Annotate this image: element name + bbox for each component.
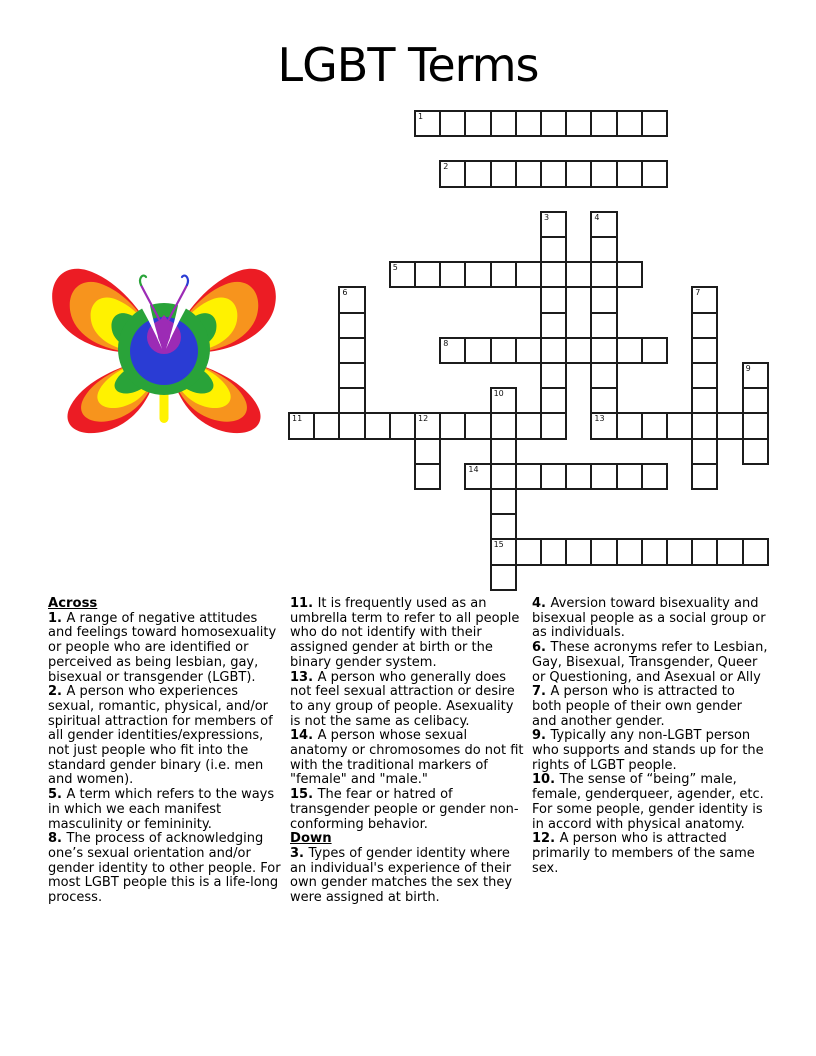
clue-item-12: 12. A person who is attracted primarily to members of the same sex.: [532, 831, 755, 876]
grid-cell: [641, 412, 668, 439]
grid-cell: [414, 438, 441, 465]
cell-number: 10: [493, 389, 504, 399]
clue-number: 6.: [532, 640, 551, 656]
clue-number: 9.: [532, 728, 551, 744]
grid-cell: [414, 463, 441, 490]
cell-number: 6: [342, 288, 348, 298]
crossword-grid: [289, 111, 770, 592]
grid-cell: [742, 438, 769, 465]
grid-cell: [742, 538, 769, 565]
grid-cell: [565, 463, 592, 490]
clue-item-10: 10. The sense of “being” male, female, genderqueer, agender, etc. For some people, gender identity is in accord with physical anatomy.: [532, 772, 764, 832]
grid-cell: [515, 110, 542, 137]
cell-number: 8: [443, 338, 449, 348]
grid-cell: [540, 538, 567, 565]
grid-cell: [490, 513, 517, 540]
grid-cell: [540, 160, 567, 187]
grid-cell: [490, 438, 517, 465]
grid-cell: [691, 538, 718, 565]
grid-cell: [515, 538, 542, 565]
grid-cell: [590, 110, 617, 137]
grid-cell: [616, 110, 643, 137]
grid-cell: [540, 312, 567, 339]
grid-cell: [565, 160, 592, 187]
cell-number: 5: [392, 263, 398, 273]
grid-cell: [641, 110, 668, 137]
cell-number: 13: [594, 414, 605, 424]
grid-cell: [338, 387, 365, 414]
grid-cell: [691, 362, 718, 389]
grid-cell: [590, 312, 617, 339]
grid-cell: [288, 412, 315, 439]
clue-item-2: 2. A person who experiences sexual, romantic, physical, and/or spiritual attraction for members of all gender identities/expressions, not just people who fit into the standard gender binary (i.e. men and women).: [48, 684, 273, 788]
cell-number: 1: [418, 112, 424, 121]
clue-number: 12.: [532, 831, 560, 847]
clue-number: 14.: [290, 728, 318, 744]
grid-cell: [490, 337, 517, 364]
grid-cell: [616, 337, 643, 364]
grid-cell: [666, 538, 693, 565]
clue-number: 1.: [48, 610, 67, 626]
grid-cell: [590, 286, 617, 313]
grid-cell: [590, 261, 617, 288]
clues-heading-across: Across: [48, 596, 98, 611]
grid-cell: [540, 463, 567, 490]
grid-cell: [641, 463, 668, 490]
grid-cell: [490, 412, 517, 439]
page-title: LGBT Terms: [277, 38, 539, 92]
grid-cell: [515, 412, 542, 439]
grid-cell: [540, 412, 567, 439]
grid-cell: [439, 110, 466, 137]
clue-number: 5.: [48, 787, 67, 803]
cell-number: 2: [443, 162, 449, 172]
grid-cell: [540, 236, 567, 263]
grid-cell: [515, 160, 542, 187]
grid-cell: [464, 261, 491, 288]
clue-item-11: 11. It is frequently used as an umbrella term to refer to all people who do not identify with their assigned gender at birth or the binary gender system.: [290, 596, 520, 670]
cell-number: 3: [544, 212, 550, 222]
clue-item-14: 14. A person whose sexual anatomy or chromosomes do not fit with the traditional markers of "female" and "male.": [290, 728, 524, 788]
grid-cell: [414, 261, 441, 288]
clue-item-9: 9. Typically any non-LGBT person who supports and stands up for the rights of LGBT people.: [532, 728, 764, 773]
grid-cell: [616, 463, 643, 490]
cell-number: 4: [594, 212, 600, 222]
grid-cell: [590, 463, 617, 490]
clue-number: 8.: [48, 831, 67, 847]
cell-number: 11: [292, 414, 303, 424]
grid-cell: [439, 412, 466, 439]
grid-cell: [490, 110, 517, 137]
clue-number: 3.: [290, 845, 309, 861]
cell-number: 14: [468, 464, 479, 474]
grid-cell: [490, 160, 517, 187]
cell-number: 12: [418, 414, 429, 424]
rainbow-butterfly-image: [44, 261, 284, 437]
grid-cell: [565, 337, 592, 364]
grid-cell: [540, 261, 567, 288]
grid-cell: [641, 337, 668, 364]
grid-cell: [389, 412, 416, 439]
grid-cell: [464, 110, 491, 137]
grid-cell: [490, 564, 517, 591]
grid-cell: [338, 312, 365, 339]
clue-number: 2.: [48, 684, 67, 700]
grid-cell: [616, 160, 643, 187]
clue-number: 11.: [290, 596, 318, 611]
grid-cell: [515, 261, 542, 288]
grid-cell: [490, 488, 517, 515]
grid-cell: [540, 211, 567, 238]
clues-column-3: [532, 597, 768, 876]
grid-cell: [590, 211, 617, 238]
clue-item-8: 8. The process of acknowledging one’s sexual orientation and/or gender identity to other people. For most LGBT people this is a life-long process.: [48, 831, 281, 906]
grid-cell: [414, 412, 441, 439]
grid-cell: [338, 412, 365, 439]
grid-cell: [490, 463, 517, 490]
grid-cell: [364, 412, 391, 439]
grid-cell: [540, 362, 567, 389]
grid-cell: [691, 412, 718, 439]
grid-cell: [716, 538, 743, 565]
grid-cell: [590, 362, 617, 389]
grid-cell: [742, 362, 769, 389]
clue-item-4: 4. Aversion toward bisexuality and bisexual people as a social group or as individuals.: [532, 596, 766, 641]
grid-cell: [590, 538, 617, 565]
grid-cell: [490, 261, 517, 288]
clues-column-2: [290, 597, 526, 906]
grid-cell: [691, 337, 718, 364]
grid-cell: [590, 387, 617, 414]
grid-cell: [338, 337, 365, 364]
grid-cell: [515, 337, 542, 364]
clues-column-1: [48, 597, 284, 906]
grid-cell: [666, 412, 693, 439]
grid-cell: [490, 538, 517, 565]
grid-cell: [464, 337, 491, 364]
grid-cell: [616, 538, 643, 565]
clue-item-3: 3. Types of gender identity where an individual's experience of their own gender matches the sex they were assigned at birth.: [290, 845, 513, 906]
grid-cell: [540, 337, 567, 364]
grid-cell: [742, 412, 769, 439]
grid-cell: [540, 110, 567, 137]
grid-cell: [641, 538, 668, 565]
grid-cell: [490, 387, 517, 414]
clue-number: 10.: [532, 772, 560, 788]
cell-number: 7: [695, 288, 701, 298]
clue-item-5: 5. A term which refers to the ways in which we each manifest masculinity or femininity.: [48, 787, 275, 832]
grid-cell: [590, 236, 617, 263]
grid-cell: [691, 387, 718, 414]
grid-cell: [565, 261, 592, 288]
grid-cell: [338, 286, 365, 313]
clue-item-7: 7. A person who is attracted to both people of their own gender and another gender.: [532, 684, 742, 729]
clue-number: 13.: [290, 669, 318, 685]
clue-item-15: 15. The fear or hatred of transgender people or gender non-conforming behavior.: [290, 787, 519, 832]
clues-heading-down: Down: [290, 831, 332, 847]
grid-cell: [565, 110, 592, 137]
grid-cell: [616, 261, 643, 288]
cell-number: 9: [745, 364, 751, 373]
grid-cell: [691, 312, 718, 339]
grid-cell: [691, 438, 718, 465]
clue-number: 7.: [532, 684, 551, 700]
grid-cell: [641, 160, 668, 187]
grid-cell: [565, 538, 592, 565]
grid-cell: [590, 337, 617, 364]
grid-cell: [716, 412, 743, 439]
grid-cell: [616, 412, 643, 439]
cell-number: 15: [493, 540, 504, 550]
grid-cell: [540, 286, 567, 313]
grid-cell: [464, 463, 491, 490]
grid-cell: [540, 387, 567, 414]
clue-item-1: 1. A range of negative attitudes and feelings toward homosexuality or people who are identified or perceived as being lesbian, gay, bisexual or transgender (LGBT).: [48, 610, 277, 685]
grid-cell: [439, 261, 466, 288]
clue-number: 15.: [290, 787, 318, 803]
butterfly-icon: [44, 261, 284, 437]
grid-cell: [338, 362, 365, 389]
grid-cell: [742, 387, 769, 414]
clue-number: 4.: [532, 596, 551, 611]
clue-item-13: 13. A person who generally does not feel sexual attraction or desire to any group of people. Asexuality is not the same as celibacy.: [290, 669, 515, 729]
grid-cell: [389, 261, 416, 288]
grid-cell: [691, 463, 718, 490]
grid-cell: [590, 160, 617, 187]
grid-cell: [590, 412, 617, 439]
grid-cell: [691, 286, 718, 313]
grid-cell: [439, 337, 466, 364]
grid-cell: [515, 463, 542, 490]
grid-cell: [464, 412, 491, 439]
grid-cell: [439, 160, 466, 187]
clue-item-6: 6. These acronyms refer to Lesbian, Gay, Bisexual, Transgender, Queer or Questioning, and Asexual or Ally: [532, 640, 768, 685]
grid-cell: [313, 412, 340, 439]
grid-cell: [414, 110, 441, 137]
grid-cell: [464, 160, 491, 187]
